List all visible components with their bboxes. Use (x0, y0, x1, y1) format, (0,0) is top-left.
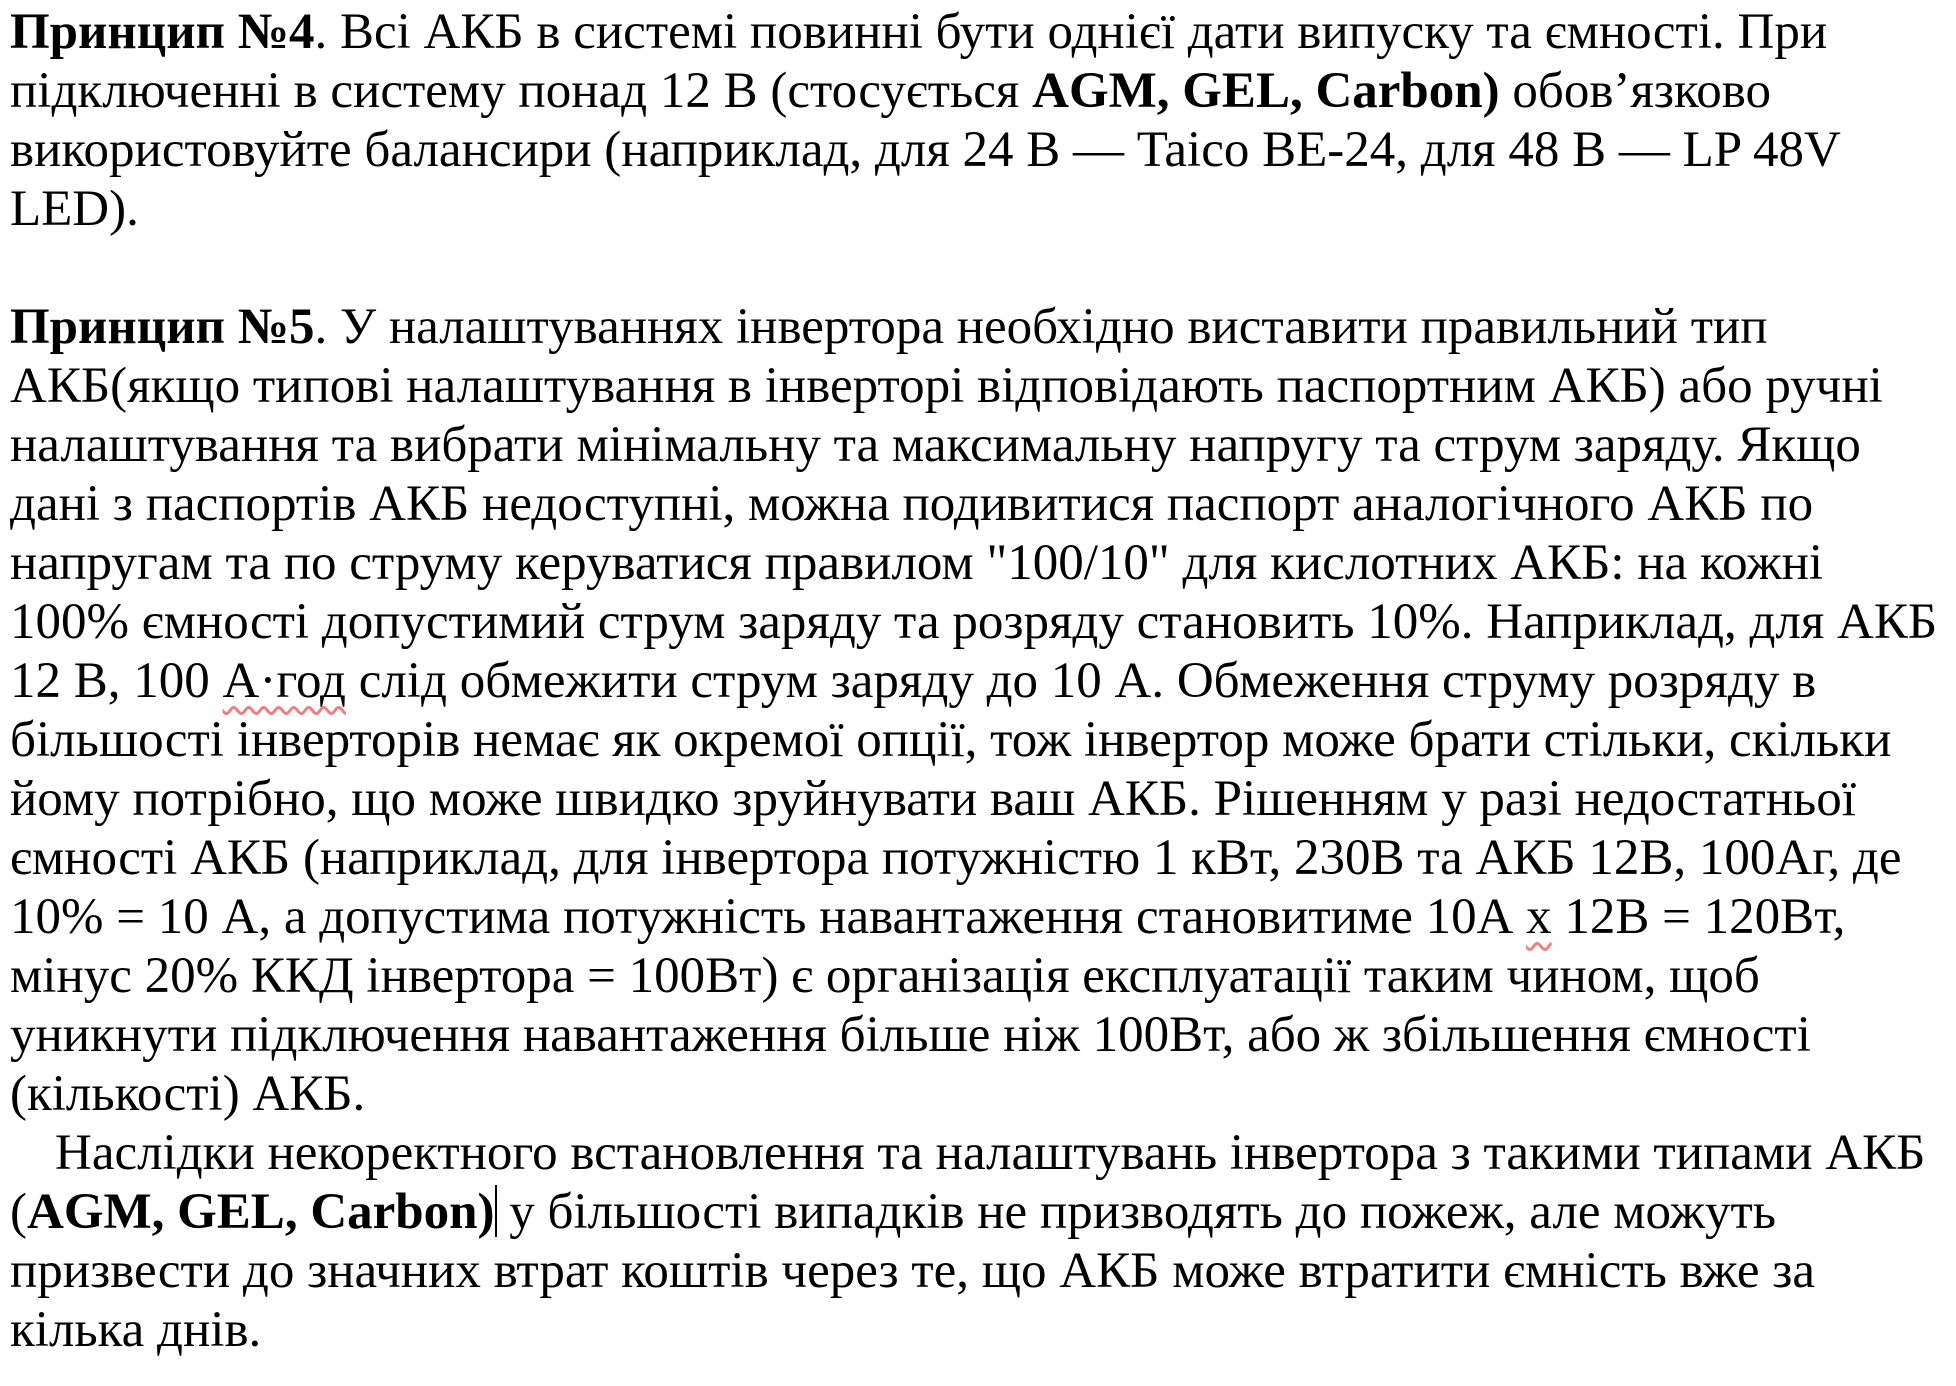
paragraph-consequences (10, 1124, 1950, 1360)
text-run: Наслідки некоректного встановлення та налаштувань інвертора з такими типами АКБ ( (10, 1125, 1926, 1240)
bold-text-run: Принцип №4 (10, 4, 315, 60)
paragraph-principle-5 (10, 298, 1950, 1124)
text-run: . Всі АКБ в системі повинні бути однієї дати випуску та ємності. При підключенні в систему понад 12 В (стосується (10, 4, 1828, 119)
bold-text-run: AGM, GEL, Carbon) (1032, 63, 1500, 119)
bold-text-run: Принцип №5 (10, 299, 315, 355)
spellcheck-underlined-text: А·год (222, 653, 346, 709)
text-run: слід обмежити струм заряду до 10 А. Обмеження струму розряду в більшості інверторів немає як окремої опції, тож інвертор може брати стільки, скільки йому потрібно, що може швидко зруйнувати ваш АКБ. Рішенням у разі недостатньої ємності АКБ (наприклад, для інвертора потужністю 1 кВт, 230В та АКБ 12В, 100Аг, де 10% = 10 А, а допустима потужність навантаження становитиме 10А (10, 653, 1902, 945)
spellcheck-underlined-text: х (1526, 889, 1552, 945)
text-run: у більшості випадків не призводять до пожеж, але можуть призвести до значних втрат коштів через те, що АКБ може втратити ємність вже за кілька днів. (10, 1184, 1815, 1358)
text-run: . У налаштуваннях інвертора необхідно виставити правильний тип АКБ(якщо типові налаштування в інверторі відповідають паспортним АКБ) або ручні налаштування та вибрати мінімальну та максимальну напругу та струм заряду. Якщо дані з паспортів АКБ недоступні, можна подивитися паспорт аналогічного АКБ по напругам та по струму керуватися правилом "100/10" для кислотних АКБ: на кожні 100% ємності допустимий струм заряду та розряду становить 10%. Наприклад, для АКБ 12 В, 100 (10, 299, 1938, 709)
bold-text-run: AGM, GEL, Carbon) (26, 1184, 495, 1240)
paragraph-principle-4 (10, 3, 1950, 239)
empty-line (10, 239, 1950, 298)
text-run: обов’язково використовуйте балансири (наприклад, для 24 В — Taico BE-24, для 48 В — LP 48V LED). (10, 63, 1840, 237)
text-run: 12В = 120Вт, мінус 20% ККД інвертора = 100Вт) є організація експлуатації таким чином, щоб уникнути підключення навантаження більше ніж 100Вт, або ж збільшення ємності (кількості) АКБ. (10, 889, 1846, 1122)
